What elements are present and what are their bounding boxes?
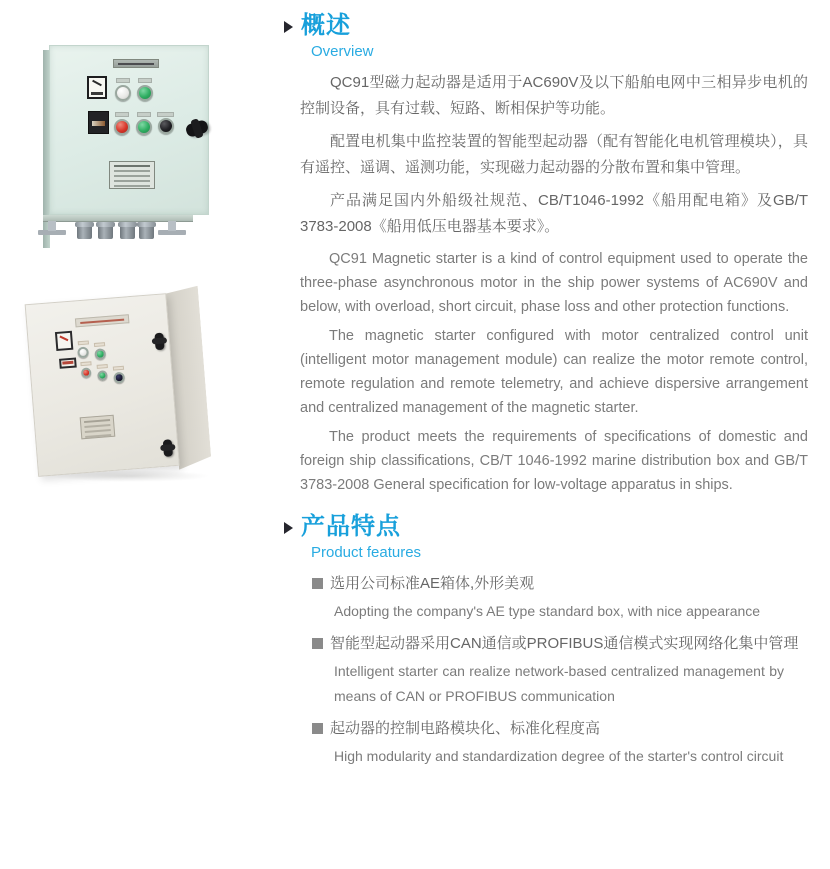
button-label-plate	[138, 78, 152, 83]
feature-en-text: Intelligent starter can realize network-based centralized management by means of CAN or PROFIBUS communication	[334, 663, 784, 704]
feature-cn-text: 起动器的控制电路模块化、标准化程度高	[330, 720, 601, 737]
mounting-bracket-icon	[158, 221, 186, 235]
red-button-icon	[81, 367, 92, 378]
features-title-cn: 产品特点	[301, 513, 401, 540]
panel-label-strip	[75, 314, 130, 327]
section-marker-triangle-icon	[284, 522, 293, 534]
paragraph-cn: 配置电机集中监控装置的智能型起动器（配有智能化电机管理模块），具有遥控、遥调、遥测功能，实现磁力起动器的分散布置和集中管理。	[300, 133, 808, 176]
dark-blue-button-icon	[113, 372, 125, 384]
feature-cn-text: 智能型起动器采用CAN通信或PROFIBUS通信模式实现网络化集中管理	[330, 635, 799, 652]
product-photo-front-view	[30, 38, 280, 256]
overview-title-en: Overview	[311, 43, 374, 60]
feature-en-text: High modularity and standardization degree of the starter's control circuit	[334, 748, 784, 764]
paragraph-en: The magnetic starter configured with motor centralized control unit (intelligent motor management module) can realize the motor remote control, remote regulation and remote telemetry, and achieve dispersive arrangement and centralized management of the magnetic starter.	[300, 328, 808, 416]
box-front-panel	[49, 45, 209, 215]
cable-gland-icon	[77, 222, 92, 239]
nameplate	[109, 161, 155, 189]
features-section	[300, 513, 808, 769]
button-label-plate	[80, 361, 91, 366]
button-label-plate	[115, 112, 129, 117]
door-latch-icon	[154, 333, 164, 351]
section-marker-triangle-icon	[284, 21, 293, 33]
button-label-plate	[78, 340, 89, 345]
feature-list	[312, 570, 808, 769]
button-label-plate	[113, 366, 124, 371]
overview-title-cn: 概述	[301, 12, 351, 39]
button-label-plate	[157, 112, 174, 117]
square-bullet-icon	[312, 638, 323, 649]
product-photo-perspective-view	[32, 292, 232, 492]
overview-english-paragraphs	[300, 247, 808, 497]
door-latch-icon	[163, 439, 173, 457]
feature-en-text: Adopting the company's AE type standard box, with nice appearance	[334, 603, 761, 619]
features-section-header	[284, 513, 808, 562]
feature-item	[312, 630, 808, 709]
green-button-icon	[97, 370, 108, 381]
feature-cn-text: 选用公司标准AE箱体,外形美观	[330, 575, 535, 592]
white-button-icon	[77, 347, 89, 359]
paragraph-cn: 产品满足国内外船级社规范、CB/T1046-1992《船用配电箱》及GB/T 3783-2008《船用低压电器基本要求》。	[300, 192, 808, 235]
panel-label-strip	[113, 59, 159, 68]
cable-gland-icon	[120, 222, 135, 239]
square-bullet-icon	[312, 723, 323, 734]
red-button-icon	[114, 119, 130, 135]
ammeter-icon	[87, 76, 107, 99]
cable-gland-icon	[139, 222, 154, 239]
green-button-icon	[137, 85, 153, 101]
square-bullet-icon	[312, 578, 323, 589]
hour-counter-icon	[59, 357, 77, 368]
button-label-plate	[94, 342, 105, 347]
breaker-switch-icon	[88, 111, 109, 134]
green-button-icon	[136, 119, 152, 135]
content-column	[300, 12, 808, 775]
feature-item	[312, 715, 808, 769]
button-label-plate	[137, 112, 151, 117]
cable-gland-icon	[98, 222, 113, 239]
white-button-icon	[115, 85, 131, 101]
green-button-icon	[94, 348, 106, 360]
button-label-plate	[116, 78, 130, 83]
feature-item	[312, 570, 808, 624]
paragraph-en: The product meets the requirements of specifications of domestic and foreign ship classifications, CB/T 1046-1992 marine distribution box and GB/T 3783-2008 General specification for low-voltage apparatus in ships.	[300, 429, 808, 493]
paragraph-en: QC91 Magnetic starter is a kind of control equipment used to operate the three-phase asynchronous motor in the ship power systems of AC690V and below, with overload, short circuit, phase loss and other protection functions.	[300, 251, 808, 315]
button-label-plate	[97, 364, 108, 369]
mounting-bracket-icon	[38, 221, 66, 235]
ammeter-icon	[55, 331, 73, 351]
paragraph-cn: QC91型磁力起动器是适用于AC690V及以下船舶电网中三相异步电机的控制设备，具有过载、短路、断相保护等功能。	[300, 74, 808, 117]
box-front-door	[25, 293, 180, 477]
black-button-icon	[158, 118, 174, 134]
features-title-en: Product features	[311, 544, 422, 561]
overview-chinese-paragraphs	[300, 70, 808, 240]
box-group	[24, 285, 218, 485]
rotary-handle-icon	[185, 119, 210, 138]
overview-section-header	[284, 12, 808, 61]
nameplate	[80, 415, 116, 440]
